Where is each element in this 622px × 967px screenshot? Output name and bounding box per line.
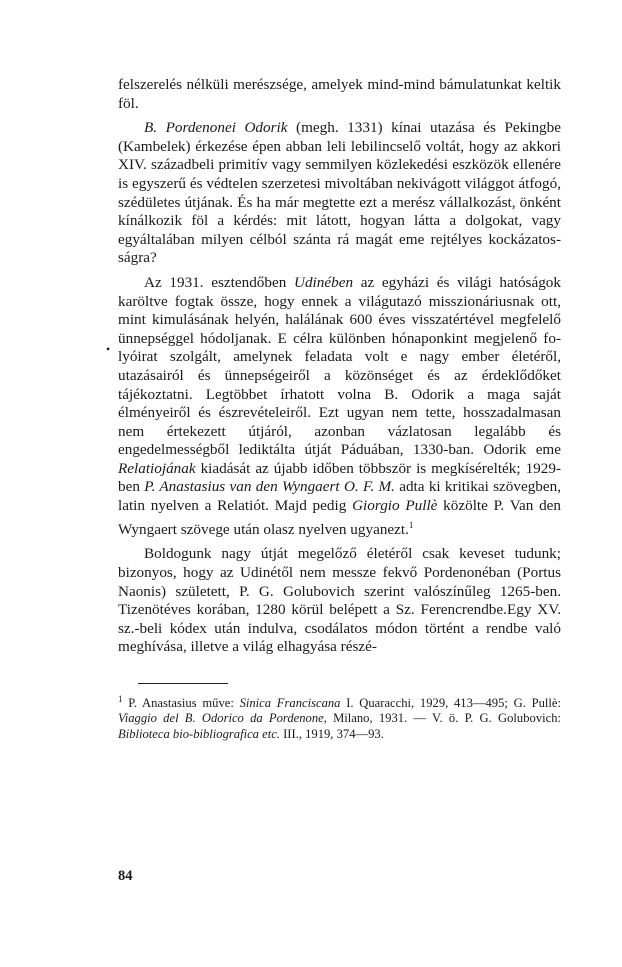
margin-mark: • [106,342,111,356]
italic-text: P. Anastasius van den Wyngaert O. F. M. [144,478,395,496]
italic-text: Sinica Franciscana [239,696,341,711]
text-run: közölte P. Van den Wyngaert szövege után olasz nyelven ugyanezt. [118,497,561,538]
page-number: 84 [118,868,133,884]
text-run: III., 1919, 374—93. [279,726,384,741]
italic-text: Udinében [294,273,354,291]
text-run: Boldogunk nagy útját megelőző életéről csak keveset tudunk; bizonyos, hogy az Udinétől nem messze fekvő Pordenonéban (Portus Naonis) született, P. G. Golubovich szerint valószínűleg 1265-ben. Tizenötéves korában, 1280 körül belépett a Sz. Ferencrendbe.Egy XV. sz.-beli kódex után indulva, csodálatos módon történt a rendbe való meghívása, illetve a világ elhagyása részé- [118,545,561,656]
paragraph [118,76,561,113]
footnote-divider [138,683,228,684]
italic-text: B. Pordenonei Odorik [144,119,288,137]
paragraph [118,119,561,268]
page-body [118,76,561,742]
paragraph [118,545,561,657]
text-run: az egyházi és világi hatóságok karöltve fogtak össze, hogy ennek a világutazó misszionáriusnak ott, mint kimulásának helyén, halálának 600 éves visszatértével megfelelő ünnepséggel hódoljanak. E célra különben hónaponkint megjelenő folyóirat szolgált, amelynek feladata volt e nagy ember életéről, utazásairól és ünnepségeiről a közönséget és az érdeklődőket tájékoztatni. Legtöbbet írhatott volna B. Odorik a maga saját élményeiről és észrevételeiről. Ezt ugyan nem tette, hosszadalmasan nem értekezett útjáról, azonban vázlatosan legalább és engedelmességből lediktálta útját Páduában, 1330-ban. Odorik eme [118,273,561,459]
text-run: adta ki kritikai szövegben, latin nyelven a Relatiót. Majd pedig [118,478,562,515]
paragraph [118,274,561,539]
footnote [118,692,561,742]
main-text [118,76,561,657]
footnote-marker: 1 [118,693,123,704]
italic-text: Viaggio del B. Odorico da Pordenone [118,711,324,726]
text-run: P. Anastasius műve: [122,696,240,711]
italic-text: Biblioteca bio-bibliografica etc. [118,726,280,741]
italic-text: Giorgio Pullè [352,497,438,515]
text-run: Az 1931. esztendőben [144,273,294,291]
text-run: (megh. 1331) kínai utazása és Pekingbe (Kambelek) érkezése épen abban leli lebilincselő voltát, hogy az akkori XIV. századbeli primitív vagy semmilyen közlekedési eszközök ellenére is egyszerű és védtelen szerzetesi mivoltában nekivágott világgot átfogó, szédületes útjának. És ha már megtette ezt a merész vállalkozást, önként kínálkozik föl a kérdés: mit látott, hogyan látta a dolgokat, vagy egyáltalában milyen célból szánta rá magát eme rejtélyes kockázatosságra? [118,119,561,267]
italic-text: Relatiojának [118,459,196,477]
text-run: kiadását az újabb időben többször is megkísérelték; 1929-ben [118,459,561,496]
text-run: I. Quaracchi, 1929, 413—495; G. Pullè: [340,696,561,711]
footnote-marker: 1 [408,519,414,530]
text-run: felszerelés nélküli merészsége, amelyek mind-mind bámulatunkat keltik föl. [118,76,561,112]
text-run: , Milano, 1931. — V. ö. P. G. Golubovich: [323,711,562,726]
